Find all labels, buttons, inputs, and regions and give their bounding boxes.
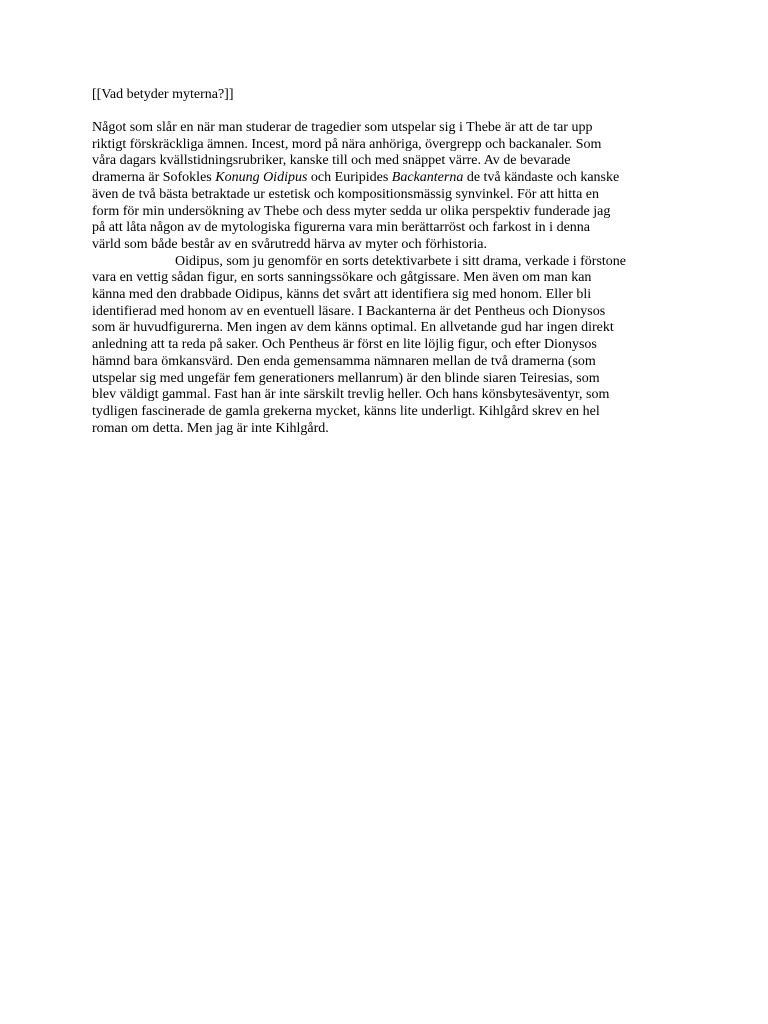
text-line: anledning att ta reda på saker. Och Pentheus är först en lite löjlig figur, och efter Dionysos: [92, 337, 597, 353]
text-line-indented: Oidipus, som ju genomför en sorts detektivarbete i sitt drama, verkade i förstone: [175, 253, 627, 269]
text-line: tydligen fascinerade de gamla grekerna mycket, känns lite underligt. Kihlgård skrev en hel: [92, 403, 600, 419]
document-heading: [[Vad betyder myterna?]]: [92, 87, 234, 102]
document-page: [92, 86, 692, 437]
text-line: känna med den drabbade Oidipus, känns det svårt att identifiera sig med honom. Eller bli: [92, 287, 592, 303]
text-run: dramerna är Sofokles: [92, 170, 216, 186]
text-line: roman om detta. Men jag är inte Kihlgård.: [92, 420, 329, 436]
title-konung-oidipus: Konung Oidipus: [215, 170, 308, 186]
text-line: form för min undersökning av Thebe och dess myter sedda ur olika perspektiv funderade jag: [92, 203, 611, 219]
text-line: riktigt förskräckliga ämnen. Incest, mord på nära anhöriga, övergrepp och backanaler. Som: [92, 136, 602, 152]
text-run: de två kändaste och kanske: [463, 170, 620, 186]
paragraph-oidipus: [92, 254, 692, 438]
text-line: Något som slår en när man studerar de tragedier som utspelar sig i Thebe är att de tar upp: [92, 120, 593, 135]
text-run: och Euripides: [307, 170, 392, 186]
text-line: hämnd bara ömkansvärd. Den enda gemensamma nämnaren mellan de två dramerna (som: [92, 353, 596, 369]
text-line: vara en vettig sådan figur, en sorts sanningssökare och gåtgissare. Men även om man kan: [92, 270, 592, 286]
text-line: blev väldigt gammal. Fast han är inte särskilt trevlig heller. Och hans könsbytesäventyr, som: [92, 387, 610, 403]
text-line: även de två bästa betraktade ur estetisk och kompositionsmässig synvinkel. För att hitta en: [92, 186, 600, 202]
text-line: som är huvudfigurerna. Men ingen av dem känns optimal. En allvetande gud har ingen direkt: [92, 320, 614, 336]
title-backanterna: Backanterna: [391, 170, 464, 186]
paragraph-intro: [92, 120, 692, 254]
text-line: identifierad med honom av en eventuell läsare. I Backanterna är det Pentheus och Dionysos: [92, 303, 606, 319]
text-line: på att låta någon av de mytologiska figurerna vara min berättarröst och farkost in i denna: [92, 220, 590, 236]
text-line: utspelar sig med ungefär fem generationers mellanrum) är den blinde siaren Teiresias, som: [92, 370, 600, 386]
text-line: värld som både består av en svårutredd härva av myter och förhistoria.: [92, 236, 487, 252]
text-line-with-titles: [92, 170, 692, 187]
text-line: våra dagars kvällstidningsrubriker, kanske till och med snäppet värre. Av de bevarade: [92, 153, 571, 169]
